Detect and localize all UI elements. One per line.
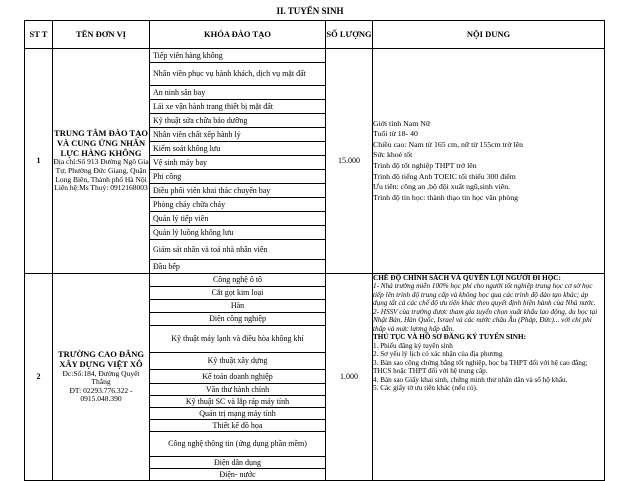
procedure-item: 4. Bản sao Giấy khai sinh, chứng minh thư nhân dân và sổ hộ khẩu. <box>373 375 568 384</box>
col-courses: KHÓA ĐÀO TẠO <box>150 21 326 49</box>
course-item: Tiếp viên hàng không <box>150 49 325 63</box>
content-cell <box>373 274 605 481</box>
table-row <box>25 274 605 481</box>
course-item: Quản lý luồng không lưu <box>150 226 325 240</box>
requirement-line: Sức khoẻ tốt <box>373 150 413 160</box>
procedure-item: 3. Bản sao công chứng bằng tốt nghiệp, học bạ THPT đối với hệ cao đẳng; THCS hoặc THPT đối với hệ trung cấp. <box>373 358 588 376</box>
procedure-title: THỦ TỤC VÀ HỒ SƠ ĐĂNG KÝ TUYỂN SINH: <box>373 333 526 342</box>
col-stt: ST T <box>25 21 53 49</box>
requirement-line: Chiều cao: Nam từ 165 cm, nữ từ 155cm trở lên <box>373 139 523 149</box>
course-item: Kỹ thuật sửa chữa bảo dưỡng <box>150 114 325 128</box>
col-qty: SỐ LƯỢNG <box>326 21 373 49</box>
procedure-item: 5. Các giấy tờ ưu tiên khác (nếu có). <box>373 384 478 393</box>
course-item: Công nghệ ô tô <box>150 274 325 287</box>
course-item: Nhân viên chất xếp hành lý <box>150 128 325 142</box>
row-qty: 1.000 <box>326 274 373 481</box>
course-item: Cắt gọt kim loại <box>150 287 325 300</box>
admissions-table <box>24 20 605 481</box>
unit-contact: ĐT: 02293.776.322 - 0915.048.390 <box>69 385 133 404</box>
course-item: Điều phối viên khai thác chuyến bay <box>150 184 325 198</box>
table-row <box>25 49 605 274</box>
course-item: Công nghệ thông tin (ứng dụng phần mềm) <box>150 432 325 457</box>
requirement-line: Trình độ tin học: thành thạo tin học văn phòng <box>373 192 519 202</box>
course-item: Quản lý tiếp viên <box>150 212 325 226</box>
policy-item: 1- Nhà trường miễn 100% học phí cho người tốt nghiệp trung học cơ sở học tiếp lên trình độ trung cấp và không học qua các trình độ đào tạo khác; áp dụng tất cả các chế độ ưu tiên khác theo quyết định hiện hành của Nhà nước. <box>373 282 596 308</box>
course-item: Lái xe vận hành trang thiết bị mặt đất <box>150 100 325 114</box>
requirement-line: Tuổi từ 18- 40 <box>373 129 418 139</box>
requirement-line: Trình độ tiếng Anh TOEIC tối thiểu 300 điểm <box>373 171 516 181</box>
requirement-line: Trình độ tốt nghiệp THPT trở lên <box>373 161 477 170</box>
row-stt: 2 <box>25 274 53 481</box>
row-stt: 1 <box>25 49 53 274</box>
course-item: Điện- nước <box>219 469 256 479</box>
course-item: Văn thư hành chính <box>150 384 325 396</box>
unit-cell <box>53 274 150 481</box>
course-item: Quản trị mạng máy tính <box>150 408 325 420</box>
courses-cell <box>150 274 326 481</box>
course-item: Kiểm soát không lưu <box>150 142 325 156</box>
unit-cell <box>53 49 150 274</box>
unit-name: TRUNG TÂM ĐÀO TẠO VÀ CUNG ỨNG NHÂN LỰC HÀNG KHÔNG <box>54 128 148 158</box>
unit-address: Đc:Số:184, Đường Quyết Thắng <box>62 368 140 387</box>
course-item: Kỹ thuật SC và lắp ráp máy tính <box>150 396 325 408</box>
course-item: Đầu bếp <box>153 261 180 271</box>
course-item: Thiết kế đồ họa <box>150 420 325 432</box>
course-item: Nhân viên phục vụ hành khách, dịch vụ mặt đất <box>150 63 325 86</box>
row-qty: 15.000 <box>326 49 373 274</box>
courses-cell <box>150 49 326 274</box>
course-item: Phi công <box>150 170 325 184</box>
course-list <box>150 49 325 273</box>
course-item: An ninh sân bay <box>150 86 325 100</box>
unit-contact: Liên hệ:Ms Thuỷ: 0912168003 <box>54 183 148 193</box>
course-item: Điện dân dụng <box>150 457 325 469</box>
section-heading: II. TUYỂN SINH <box>276 6 344 16</box>
course-item: Vệ sinh máy bay <box>150 156 325 170</box>
course-item: Hàn <box>150 300 325 313</box>
course-list <box>150 274 325 480</box>
header-row <box>25 21 605 49</box>
course-item: Phòng cháy chữa cháy <box>150 198 325 212</box>
policy-item: 2- HSSV của trường được tham gia tuyển chọn xuất khẩu lao động, du học tại Nhật Bản, Hàn Quốc, Israel và các nước châu Âu (Pháp, Đức)... với chi phí thấp và mức lương hấp dẫn. <box>373 307 598 333</box>
requirement-line: Ưu tiên: công an ,bộ đội xuất ngũ,sinh viên. <box>373 182 511 192</box>
course-item: Điện công nghiệp <box>150 313 325 326</box>
course-item: Kỹ thuật xây dựng <box>150 353 325 370</box>
requirement-line: Giới tính Nam Nữ <box>373 118 431 128</box>
unit-name: TRƯỜNG CAO ĐẲNG XÂY DỰNG VIỆT XÔ <box>57 348 145 369</box>
unit-address: Địa chỉ:Số 913 Đường Ngô Gia Tự, Phường Đức Giang, Quận Long Biên, Thành phố Hà Nội <box>53 157 149 184</box>
content-cell <box>373 49 605 274</box>
col-content: NỘI DUNG <box>373 21 605 49</box>
course-item: Giám sát nhân và toả nhà nhân viên <box>150 240 325 260</box>
course-item: Kế toán doanh nghiệp <box>150 370 325 384</box>
procedure-item: 1. Phiếu đăng ký tuyển sinh <box>373 341 453 350</box>
course-item: Kỹ thuật máy lạnh và điều hòa không khí <box>150 326 325 353</box>
procedure-item: 2. Sơ yếu lý lịch có xác nhận của địa phương <box>373 350 503 359</box>
policy-title: CHẾ ĐỘ CHÍNH SÁCH VÀ QUYỀN LỢI NGƯỜI ĐI HỌC: <box>373 274 561 282</box>
col-unit: TÊN ĐƠN VỊ <box>53 21 150 49</box>
